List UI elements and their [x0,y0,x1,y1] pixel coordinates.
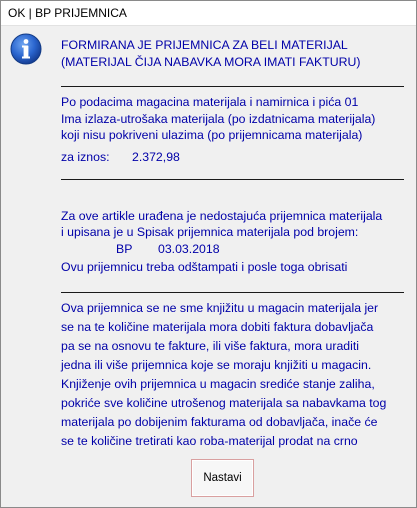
divider [61,86,404,87]
heading-line-1: FORMIRANA JE PRIJEMNICA ZA BELI MATERIJAL [61,38,348,52]
document-type: BP [116,242,133,256]
title-bar[interactable] [1,1,416,26]
heading-line-2: (MATERIJAL ČIJA NABAVKA MORA IMATI FAKTURU) [61,55,361,69]
warehouse-info-line-1: Po podacima magacina materijala i namirnica i pića 01 [61,95,359,109]
warning-line: pokriće sve količine utrošenog materijala sa nabavkama tog [61,396,387,410]
warning-line: Knjiženje ovih prijemnica u magacin srediće stanje zaliha, [61,377,375,391]
receipt-info-line-2: i upisana je u Spisak prijemnica materijala pod brojem: [61,225,359,239]
warning-line: se te količine tretirati kao roba-materijal prodat na crno [61,434,358,448]
window-title: OK | BP PRIJEMNICA [8,6,127,20]
amount-value: 2.372,98 [132,150,180,164]
receipt-info-line-4: Ovu prijemnicu treba odštampati i posle toga obrisati [61,260,348,274]
warning-line: materijala po dobijenim fakturama od dobavljača, inače će [61,415,378,429]
document-number-row [116,241,220,258]
divider [61,292,404,293]
warning-line: se na te količine materijala mora dobiti faktura dobavljača [61,320,374,334]
warehouse-info-line-3: koji nisu pokriveni ulazima (po prijemnicama materijala) [61,128,363,142]
continue-button[interactable]: Nastavi [191,459,254,497]
divider [61,179,404,180]
warning-line: pa se na osnovu te fakture, ili više faktura, mora uraditi [61,339,360,353]
warehouse-info-line-2: Ima izlaza-utrošaka materijala (po izdatnicama materijala) [61,112,376,126]
info-icon [10,33,42,65]
document-date: 03.03.2018 [158,242,220,256]
warning-line: Ova prijemnica se ne sme knjižitu u magacin materijala jer [61,301,379,315]
amount-row [61,149,180,166]
receipt-info-line-1: Za ove artikle urađena je nedostajuća prijemnica materijala [61,209,383,223]
amount-label: za iznos: [61,150,110,164]
warning-line: jedna ili više prijemnica koje se moraju knjižiti u magacin. [61,358,372,372]
